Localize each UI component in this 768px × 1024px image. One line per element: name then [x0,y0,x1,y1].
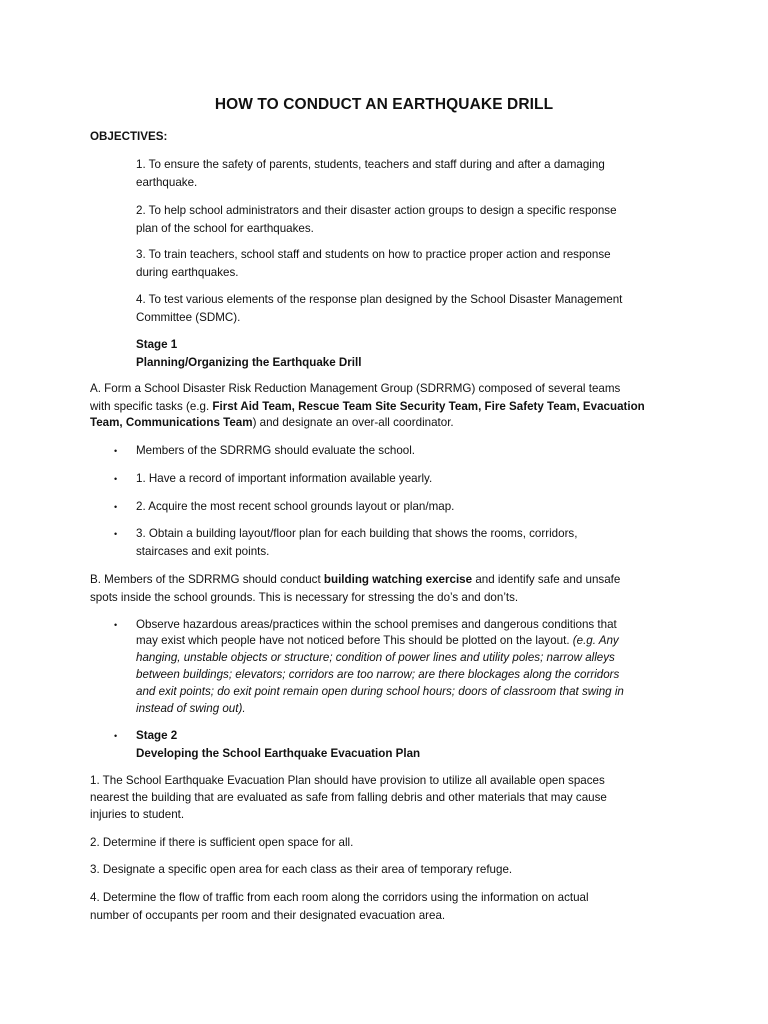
objective-2-line-2: plan of the school for earthquakes. [136,222,314,235]
bullet-glyph: • [114,529,118,539]
bullet-b-line-1: Observe hazardous areas/practices within the school premises and dangerous conditions that [136,618,617,631]
bullet-b-example-line: hanging, unstable objects or structure; condition of power lines and utility poles; narrow alleys [136,651,615,664]
bullet-b-line-2 [136,632,619,650]
bullet-a-3: 2. Acquire the most recent school grounds layout or plan/map. [136,500,455,513]
section-b-line-1 [90,571,620,589]
objective-3-line-1: 3. To train teachers, school staff and students on how to practice proper action and response [136,248,611,261]
stage-2-item-1-line-3: injuries to student. [90,808,185,821]
section-a-line-1: A. Form a School Disaster Risk Reduction Management Group (SDRRMG) composed of several teams [90,382,621,395]
stage-2-title: Developing the School Earthquake Evacuation Plan [136,747,421,760]
stage-2-item-4-line-1: 4. Determine the flow of traffic from each room along the corridors using the information on actual [90,891,589,904]
section-a-line-3 [90,414,454,432]
objective-1-line-2: earthquake. [136,176,198,189]
bullet-b-line-2-text: may exist which people have not noticed before This should be plotted on the layout. [136,634,573,647]
objective-4-line-2: Committee (SDMC). [136,311,241,324]
stage-2-item-4-line-2: number of occupants per room and their designated evacuation area. [90,909,446,922]
objective-3-line-2: during earthquakes. [136,266,239,279]
bullet-glyph: • [114,731,118,741]
section-a-team-list-end: Team, Communications Team [90,416,253,429]
bullet-glyph: • [114,446,118,456]
stage-2-label: Stage 2 [136,729,178,742]
section-b-line-1-prefix: B. Members of the SDRRMG should conduct [90,573,324,586]
bullet-b-example-line: between buildings; elevators; corridors are too narrow; are there blockages along the corridors [136,668,620,681]
section-a-team-list: First Aid Team, Rescue Team Site Security Team, Fire Safety Team, Evacuation [212,400,645,413]
bullet-b-example-line: instead of swing out). [136,702,246,715]
section-a-line-3-suffix: ) and designate an over-all coordinator. [252,416,454,429]
bullet-glyph: • [114,620,118,630]
section-b-emphasis: building watching exercise [323,573,473,586]
stage-1-title: Planning/Organizing the Earthquake Drill [136,356,362,369]
objectives-heading: OBJECTIVES: [90,130,168,143]
stage-2-item-3: 3. Designate a specific open area for each class as their area of temporary refuge. [90,863,513,876]
document-title: HOW TO CONDUCT AN EARTHQUAKE DRILL [214,96,554,113]
stage-2-item-2: 2. Determine if there is sufficient open space for all. [90,836,354,849]
bullet-a-4-line-2: staircases and exit points. [136,545,270,558]
objective-4-line-1: 4. To test various elements of the response plan designed by the School Disaster Management [136,293,623,306]
stage-2-item-1-line-1: 1. The School Earthquake Evacuation Plan should have provision to utilize all available open spaces [90,774,605,787]
section-a-line-2 [90,398,645,416]
section-b-line-2: spots inside the school grounds. This is necessary for stressing the do’s and don’ts. [90,591,519,604]
bullet-a-2: 1. Have a record of important information available yearly. [136,472,433,485]
bullet-a-4-line-1: 3. Obtain a building layout/floor plan for each building that shows the rooms, corridors, [136,527,578,540]
bullet-glyph: • [114,502,118,512]
bullet-a-1: Members of the SDRRMG should evaluate the school. [136,444,416,457]
objective-1-line-1: 1. To ensure the safety of parents, students, teachers and staff during and after a damaging [136,158,605,171]
bullet-b-example-line: and exit points; do exit point remain open during school hours; doors of classroom that swing in [136,685,624,698]
bullet-b-line-2-example: (e.g. Any [572,634,619,647]
bullet-glyph: • [114,474,118,484]
objective-2-line-1: 2. To help school administrators and their disaster action groups to design a specific response [136,204,617,217]
stage-2-item-1-line-2: nearest the building that are evaluated as safe from falling debris and other materials that may cause [90,791,607,804]
stage-1-label: Stage 1 [136,338,178,351]
section-b-line-1-suffix: and identify safe and unsafe [472,573,621,586]
section-a-line-2-prefix: with specific tasks (e.g. [90,400,213,413]
